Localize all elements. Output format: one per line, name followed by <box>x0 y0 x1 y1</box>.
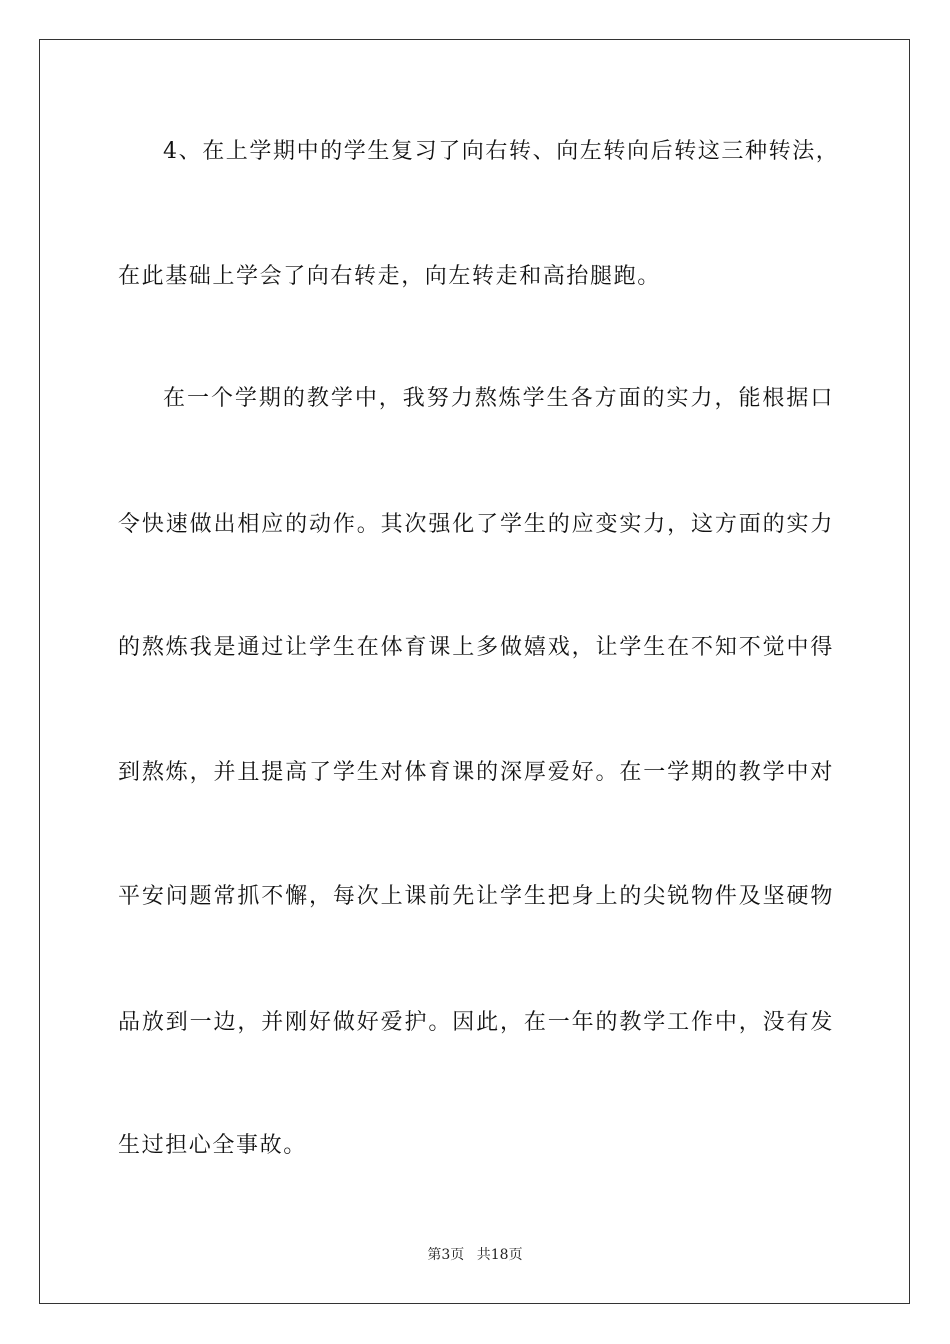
page-border <box>39 39 910 1304</box>
paragraph-line: 在一个学期的教学中，我努力熬炼学生各方面的实力，能根据口 <box>163 386 834 411</box>
paragraph-line: 在此基础上学会了向右转走，向左转走和高抬腿跑。 <box>118 264 661 289</box>
paragraph-line: 的熬炼我是通过让学生在体育课上多做嬉戏，让学生在不知不觉中得 <box>118 635 834 660</box>
page-footer <box>0 1245 950 1265</box>
paragraph-line: 平安问题常抓不懈，每次上课前先让学生把身上的尖锐物件及坚硬物 <box>118 884 834 909</box>
page-total: 共18页 <box>476 1247 523 1263</box>
paragraph-line: 品放到一边，并刚好做好爱护。因此，在一年的教学工作中，没有发 <box>118 1010 834 1035</box>
paragraph-line: 令快速做出相应的动作。其次强化了学生的应变实力，这方面的实力 <box>118 512 834 537</box>
paragraph-line: 生过担心全事故。 <box>118 1133 307 1158</box>
paragraph-line: 到熬炼，并且提高了学生对体育课的深厚爱好。在一学期的教学中对 <box>118 760 834 785</box>
paragraph-line: 4、在上学期中的学生复习了向右转、向左转向后转这三种转法， <box>163 139 840 164</box>
page-number: 第3页 <box>427 1247 465 1263</box>
